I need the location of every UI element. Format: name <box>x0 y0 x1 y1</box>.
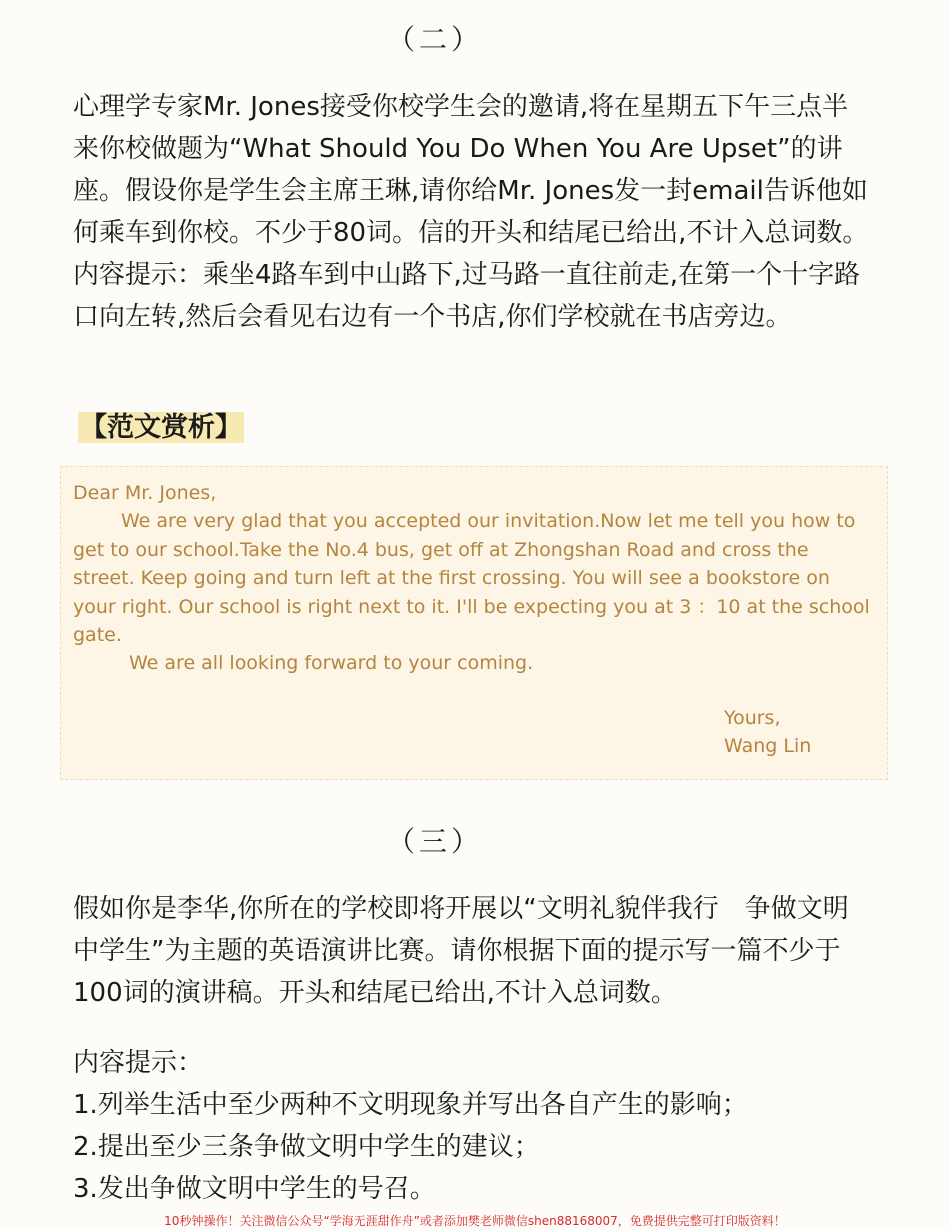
model-letter-box <box>60 466 888 780</box>
section2-hint: 内容提示：乘坐4路车到中山路下,过马路一直往前走,在第一个十字路口向左转,然后会看见右边有一个书店,你们学校就在书店旁边。 <box>73 260 861 332</box>
section3-prompt: 假如你是李华,你所在的学校即将开展以“文明礼貌伴我行 争做文明中学生”为主题的英语演讲比赛。请你根据下面的提示写一篇不少于100词的演讲稿。开头和结尾已给出,不计入总词数。 <box>73 894 849 1008</box>
letter-signature-block <box>724 704 811 761</box>
letter-sign-off: Yours, <box>724 707 781 729</box>
section-number-2: （二） <box>386 23 483 56</box>
letter-signature: Wang Lin <box>724 735 812 758</box>
model-essay-heading-text: 【范文赏析】 <box>80 412 242 443</box>
list-item: 3.发出争做文明中学生的号召。 <box>73 1174 436 1204</box>
section3-hint-title: 内容提示： <box>73 1048 204 1078</box>
list-item: 1.列举生活中至少两种不文明现象并写出各自产生的影响； <box>73 1090 748 1120</box>
promo-footer: 10秒钟操作！关注微信公众号“学海无涯甜作舟”或者添加樊老师微信shen88168007，免费提供完整可打印版资料！ <box>164 1214 786 1228</box>
letter-greeting: Dear Mr. Jones, <box>73 482 217 504</box>
section2-prompt: 心理学专家Mr. Jones接受你校学生会的邀请,将在星期五下午三点半来你校做题为“What Should You Do When You Are Upset”的讲座。假设你是学生会主席王琳,请你给Mr. Jones发一封email告诉他如何乘车到你校。不少于80词。信的开头和结尾已给出,不计入总词数。 <box>73 92 869 248</box>
section-number-3: （三） <box>386 825 483 858</box>
list-item: 2.提出至少三条争做文明中学生的建议； <box>73 1132 540 1162</box>
model-essay-heading <box>78 407 244 449</box>
section3-hints <box>73 1042 873 1210</box>
letter-closing-line: We are all looking forward to your coming. <box>129 652 534 675</box>
letter-body: We are very glad that you accepted our invitation.Now let me tell you how to get to our school.Take the No.4 bus, get off at Zhongshan Road and cross the street. Keep going and turn left at the first crossing. You will see a bookstore on your right. Our school is right next to it. I'll be expecting you at 3 ：10 at the school gate. <box>73 510 870 647</box>
